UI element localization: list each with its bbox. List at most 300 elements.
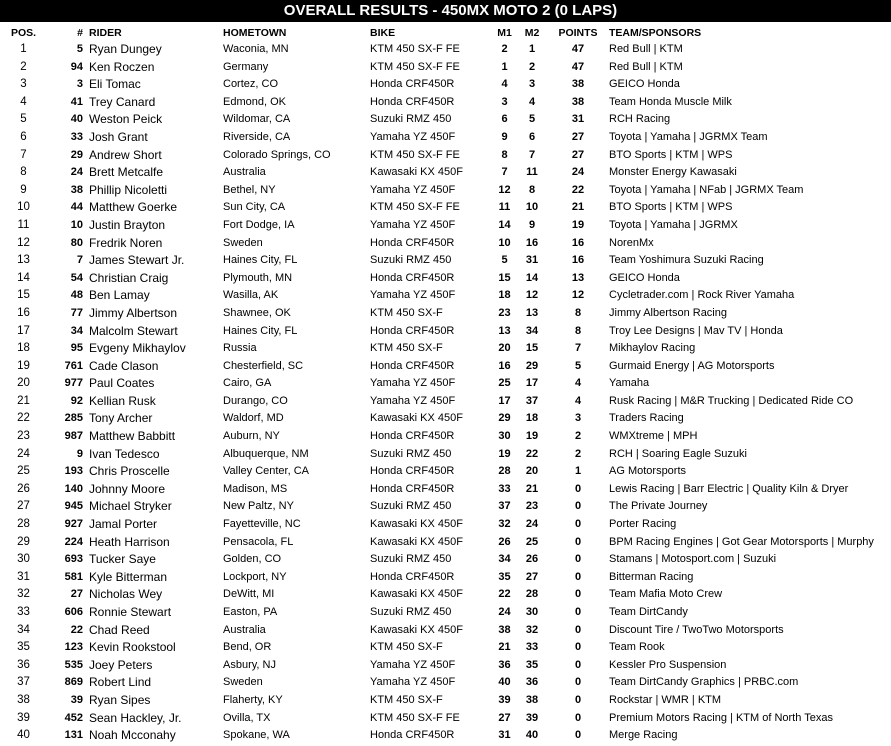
cell-m1: 25 (498, 377, 511, 390)
cell-points: 22 (571, 183, 585, 196)
cell-team: Team Honda Muscle Milk (609, 95, 732, 108)
cell-bike: Honda CRF450R (370, 482, 455, 495)
cell-points: 47 (571, 60, 585, 73)
col-header-team: TEAM/SPONSORS (609, 27, 702, 39)
cell-hometown: Durango, CO (223, 394, 288, 407)
cell-rider: Christian Craig (89, 270, 169, 285)
cell-number: 34 (70, 324, 83, 337)
table-row (0, 657, 891, 675)
cell-pos: 23 (17, 430, 30, 443)
cell-points: 0 (574, 588, 582, 601)
cell-m2: 11 (526, 166, 538, 179)
cell-team: Premium Motors Racing | KTM of North Texas (609, 711, 833, 724)
cell-bike: Kawasaki KX 450F (370, 518, 463, 531)
cell-pos: 24 (17, 447, 30, 460)
cell-rider: Josh Grant (89, 129, 148, 144)
cell-team: NorenMx (609, 236, 654, 249)
cell-team: The Private Journey (609, 500, 708, 513)
table-row (0, 639, 891, 657)
cell-team: AG Motorsports (609, 465, 687, 478)
cell-bike: Suzuki RMZ 450 (370, 606, 452, 618)
cell-rider: Malcolm Stewart (89, 323, 178, 338)
cell-number: 54 (70, 271, 83, 284)
cell-hometown: Waldorf, MD (223, 412, 284, 425)
cell-m2: 37 (525, 394, 539, 407)
cell-hometown: Auburn, NY (223, 430, 280, 443)
table-row (0, 604, 891, 622)
cell-m1: 17 (498, 394, 511, 407)
header-row (0, 25, 891, 41)
cell-number: 606 (64, 606, 83, 618)
cell-m2: 40 (525, 729, 539, 742)
table-row (0, 252, 891, 270)
cell-team: Team Mafia Moto Crew (609, 588, 723, 601)
cell-hometown: Asbury, NJ (223, 658, 276, 671)
cell-m2: 36 (525, 676, 539, 689)
cell-number: 123 (64, 641, 83, 654)
cell-m2: 12 (525, 289, 539, 302)
cell-number: 452 (64, 711, 83, 724)
cell-m1: 26 (498, 535, 511, 548)
table-row (0, 182, 891, 200)
cell-m1: 20 (498, 342, 511, 355)
cell-bike: KTM 450 SX-F FE (370, 148, 460, 161)
cell-m1: 7 (501, 166, 508, 179)
cell-rider: Cade Clason (89, 358, 159, 373)
cell-team: Porter Racing (609, 518, 677, 531)
cell-rider: Johnny Moore (89, 481, 166, 496)
cell-pos: 33 (17, 606, 30, 618)
cell-number: 92 (70, 394, 83, 407)
cell-number: 40 (70, 113, 83, 126)
cell-m2: 30 (525, 606, 539, 618)
cell-m2: 10 (525, 201, 539, 214)
cell-points: 38 (571, 78, 585, 91)
cell-bike: KTM 450 SX-F FE (370, 60, 460, 73)
cell-points: 0 (574, 693, 582, 706)
cell-pos: 34 (17, 623, 30, 636)
cell-rider: Tony Archer (89, 411, 153, 426)
cell-bike: Kawasaki KX 450F (370, 588, 463, 601)
cell-hometown: Fayetteville, NC (223, 518, 301, 531)
cell-team: Lewis Racing | Barr Electric | Quality Kiln & Dryer (609, 482, 849, 495)
cell-team: Traders Racing (609, 412, 684, 425)
cell-m2: 33 (525, 641, 539, 654)
cell-m2: 6 (528, 130, 536, 143)
cell-number: 945 (64, 500, 83, 513)
cell-number: 761 (64, 359, 83, 372)
cell-bike: KTM 450 SX-F FE (370, 711, 460, 724)
table-row (0, 481, 891, 499)
cell-points: 0 (574, 711, 582, 724)
cell-hometown: Sweden (223, 236, 263, 249)
cell-hometown: Cortez, CO (223, 78, 279, 91)
cell-m1: 34 (498, 553, 511, 566)
cell-points: 0 (574, 676, 582, 689)
cell-pos: 31 (17, 570, 30, 583)
cell-points: 38 (571, 95, 585, 108)
cell-number: 193 (64, 465, 83, 478)
cell-hometown: Fort Dodge, IA (223, 218, 295, 231)
cell-bike: Honda CRF450R (370, 465, 455, 478)
cell-rider: Michael Stryker (89, 499, 172, 514)
cell-bike: KTM 450 SX-F (370, 306, 443, 319)
cell-points: 0 (574, 570, 582, 583)
cell-hometown: Bethel, NY (223, 183, 276, 196)
cell-rider: Kyle Bitterman (89, 569, 168, 584)
cell-m2: 8 (528, 183, 536, 196)
cell-team: BTO Sports | KTM | WPS (609, 148, 733, 161)
cell-points: 0 (574, 729, 582, 742)
cell-pos: 22 (17, 412, 30, 425)
cell-number: 9 (76, 447, 83, 460)
cell-rider: Robert Lind (89, 675, 152, 690)
cell-bike: Yamaha YZ 450F (370, 130, 456, 143)
cell-m2: 26 (525, 553, 539, 566)
table-row (0, 305, 891, 323)
cell-bike: Honda CRF450R (370, 95, 455, 108)
cell-rider: Matthew Goerke (89, 200, 178, 215)
cell-rider: Brett Metcalfe (89, 165, 164, 180)
table-row (0, 727, 891, 745)
table-row (0, 516, 891, 534)
cell-m2: 19 (525, 430, 539, 443)
cell-team: Yamaha (609, 377, 650, 390)
cell-pos: 15 (17, 289, 30, 302)
cell-number: 27 (70, 588, 83, 601)
cell-hometown: Ovilla, TX (223, 711, 271, 724)
cell-team: Gurmaid Energy | AG Motorsports (609, 359, 775, 372)
cell-rider: Ryan Sipes (89, 692, 151, 707)
cell-m1: 8 (501, 148, 508, 161)
cell-m2: 39 (525, 711, 539, 724)
cell-points: 24 (571, 166, 585, 179)
cell-m1: 11 (498, 201, 511, 214)
table-row (0, 323, 891, 341)
cell-m1: 28 (498, 465, 511, 478)
cell-rider: James Stewart Jr. (89, 253, 185, 268)
cell-m2: 32 (525, 623, 539, 636)
cell-pos: 9 (20, 183, 27, 196)
cell-m2: 29 (525, 359, 539, 372)
cell-m2: 35 (525, 658, 539, 671)
cell-hometown: Germany (223, 60, 269, 73)
cell-hometown: Colorado Springs, CO (223, 148, 331, 161)
cell-hometown: Australia (223, 623, 266, 636)
cell-m1: 23 (498, 306, 511, 319)
cell-bike: KTM 450 SX-F FE (370, 43, 460, 55)
cell-m2: 18 (525, 412, 539, 425)
cell-number: 7 (76, 254, 83, 267)
cell-bike: Kawasaki KX 450F (370, 623, 463, 636)
cell-hometown: Easton, PA (223, 606, 278, 618)
table-row (0, 710, 891, 728)
cell-pos: 4 (20, 95, 27, 108)
cell-m2: 9 (528, 218, 536, 231)
cell-m2: 5 (528, 113, 536, 126)
col-header-number: # (77, 27, 83, 39)
cell-hometown: Edmond, OK (223, 95, 286, 108)
cell-m2: 31 (525, 254, 539, 267)
cell-points: 0 (574, 553, 582, 566)
cell-m1: 38 (498, 623, 511, 636)
cell-rider: Sean Hackley, Jr. (89, 710, 182, 725)
cell-m1: 31 (498, 729, 511, 742)
cell-bike: Suzuki RMZ 450 (370, 113, 452, 126)
cell-team: GEICO Honda (609, 271, 680, 284)
cell-hometown: Wildomar, CA (223, 113, 291, 126)
cell-bike: Yamaha YZ 450F (370, 377, 456, 390)
cell-pos: 13 (17, 254, 30, 267)
col-header-hometown: HOMETOWN (223, 27, 287, 39)
cell-hometown: Flaherty, KY (223, 693, 283, 706)
cell-team: Bitterman Racing (609, 570, 694, 583)
cell-rider: Tucker Saye (89, 552, 156, 567)
cell-points: 13 (571, 271, 585, 284)
cell-pos: 5 (20, 113, 27, 126)
table-row (0, 287, 891, 305)
cell-m2: 38 (525, 693, 539, 706)
cell-number: 3 (76, 78, 83, 91)
table-row (0, 446, 891, 464)
cell-m1: 5 (501, 254, 508, 267)
cell-m1: 22 (498, 588, 511, 601)
cell-number: 80 (70, 236, 83, 249)
results-title: OVERALL RESULTS - 450MX MOTO 2 (0 LAPS) (283, 2, 618, 19)
cell-bike: Yamaha YZ 450F (370, 183, 456, 196)
cell-pos: 19 (17, 359, 30, 372)
cell-pos: 11 (17, 218, 30, 231)
cell-hometown: Sweden (223, 676, 263, 689)
cell-hometown: DeWitt, MI (223, 588, 275, 601)
cell-m2: 1 (528, 43, 536, 55)
cell-rider: Kevin Rookstool (89, 640, 176, 655)
cell-hometown: Bend, OR (223, 641, 272, 654)
cell-pos: 29 (17, 535, 30, 548)
cell-rider: Evgeny Mikhaylov (89, 341, 186, 356)
cell-points: 8 (574, 306, 582, 319)
cell-bike: Kawasaki KX 450F (370, 166, 463, 179)
cell-team: Discount Tire / TwoTwo Motorsports (609, 623, 784, 636)
cell-pos: 2 (20, 60, 27, 73)
cell-team: GEICO Honda (609, 78, 680, 91)
cell-points: 0 (574, 641, 582, 654)
cell-m1: 16 (498, 359, 511, 372)
cell-pos: 38 (17, 693, 30, 706)
table-row (0, 111, 891, 129)
cell-number: 5 (76, 43, 83, 55)
cell-points: 1 (574, 465, 582, 478)
cell-pos: 3 (20, 78, 27, 91)
cell-bike: Yamaha YZ 450F (370, 394, 456, 407)
cell-m1: 12 (498, 183, 511, 196)
cell-number: 94 (70, 60, 83, 73)
cell-pos: 27 (17, 500, 30, 513)
cell-number: 33 (70, 130, 83, 143)
cell-m1: 18 (498, 289, 511, 302)
table-row (0, 358, 891, 376)
cell-m1: 21 (498, 641, 511, 654)
cell-rider: Justin Brayton (89, 217, 166, 232)
table-row (0, 674, 891, 692)
cell-m1: 24 (498, 606, 511, 618)
cell-bike: Honda CRF450R (370, 570, 455, 583)
cell-bike: Honda CRF450R (370, 324, 455, 337)
cell-number: 869 (64, 676, 83, 689)
cell-m1: 19 (498, 447, 511, 460)
table-row (0, 164, 891, 182)
cell-number: 22 (70, 623, 83, 636)
cell-team: Jimmy Albertson Racing (609, 306, 727, 319)
table-row (0, 41, 891, 59)
col-header-rider: RIDER (89, 27, 122, 39)
cell-pos: 32 (17, 588, 30, 601)
cell-team: Red Bull | KTM (609, 43, 683, 55)
table-row (0, 375, 891, 393)
cell-bike: Kawasaki KX 450F (370, 535, 463, 548)
cell-number: 29 (70, 148, 83, 161)
cell-points: 47 (571, 43, 585, 55)
cell-m2: 15 (525, 342, 539, 355)
table-row (0, 534, 891, 552)
cell-team: Monster Energy Kawasaki (609, 166, 737, 179)
cell-m1: 4 (501, 78, 508, 91)
cell-rider: Joey Peters (89, 657, 153, 672)
cell-m1: 37 (498, 500, 511, 513)
results-title-bar (0, 0, 891, 22)
cell-bike: Yamaha YZ 450F (370, 676, 456, 689)
cell-m1: 2 (501, 43, 508, 55)
cell-hometown: Russia (223, 342, 257, 355)
cell-m1: 32 (498, 518, 511, 531)
cell-number: 131 (64, 729, 83, 742)
cell-pos: 14 (17, 271, 30, 284)
cell-m1: 36 (498, 658, 511, 671)
table-row (0, 551, 891, 569)
cell-hometown: New Paltz, NY (223, 500, 294, 513)
cell-hometown: Albuquerque, NM (223, 447, 309, 460)
cell-team: Troy Lee Designs | Mav TV | Honda (609, 324, 783, 337)
cell-rider: Matthew Babbitt (89, 429, 176, 444)
cell-number: 285 (64, 412, 83, 425)
cell-pos: 8 (20, 166, 27, 179)
cell-hometown: Pensacola, FL (223, 535, 294, 548)
cell-number: 77 (70, 306, 83, 319)
cell-m2: 34 (525, 324, 539, 337)
table-row (0, 463, 891, 481)
cell-points: 16 (571, 254, 585, 267)
cell-hometown: Sun City, CA (223, 201, 286, 214)
cell-team: Cycletrader.com | Rock River Yamaha (609, 289, 795, 302)
cell-bike: Honda CRF450R (370, 236, 455, 249)
cell-rider: Weston Peick (89, 112, 163, 127)
cell-pos: 16 (17, 306, 30, 319)
cell-number: 38 (70, 183, 83, 196)
cell-team: Rockstar | WMR | KTM (609, 693, 722, 706)
results-table (0, 25, 891, 745)
cell-rider: Ken Roczen (89, 59, 155, 74)
cell-number: 44 (70, 201, 83, 214)
cell-rider: Andrew Short (89, 147, 162, 162)
cell-points: 19 (571, 218, 585, 231)
col-header-bike: BIKE (370, 27, 396, 39)
cell-hometown: Haines City, FL (223, 324, 298, 337)
cell-rider: Kellian Rusk (89, 393, 156, 408)
cell-number: 977 (64, 377, 83, 390)
table-row (0, 340, 891, 358)
cell-pos: 21 (17, 394, 30, 407)
cell-rider: Trey Canard (89, 94, 156, 109)
cell-points: 2 (574, 430, 582, 443)
cell-points: 5 (574, 359, 582, 372)
table-row (0, 498, 891, 516)
cell-rider: Jimmy Albertson (89, 305, 178, 320)
cell-bike: Yamaha YZ 450F (370, 289, 456, 302)
cell-bike: KTM 450 SX-F FE (370, 201, 460, 214)
cell-m2: 13 (525, 306, 539, 319)
cell-pos: 7 (20, 148, 27, 161)
cell-pos: 18 (17, 342, 30, 355)
cell-m2: 17 (525, 377, 539, 390)
cell-number: 39 (70, 693, 83, 706)
cell-points: 0 (574, 623, 582, 636)
cell-rider: Chad Reed (89, 622, 150, 637)
cell-m2: 27 (525, 570, 539, 583)
cell-number: 48 (70, 289, 83, 302)
cell-points: 4 (574, 394, 582, 407)
cell-team: Kessler Pro Suspension (609, 658, 727, 671)
cell-team: Red Bull | KTM (609, 60, 683, 73)
cell-number: 927 (64, 518, 83, 531)
cell-rider: Phillip Nicoletti (89, 182, 168, 197)
cell-m1: 6 (501, 113, 508, 126)
cell-points: 21 (571, 201, 585, 214)
cell-number: 535 (64, 658, 83, 671)
cell-points: 0 (574, 500, 582, 513)
cell-rider: Ryan Dungey (89, 42, 162, 56)
cell-hometown: Cairo, GA (223, 377, 272, 390)
cell-m2: 2 (528, 60, 536, 73)
cell-points: 27 (571, 148, 585, 161)
cell-number: 224 (64, 535, 83, 548)
cell-team: Team DirtCandy (609, 606, 688, 618)
cell-m2: 21 (525, 482, 539, 495)
cell-rider: Chris Proscelle (89, 464, 170, 479)
cell-points: 27 (571, 130, 585, 143)
cell-points: 0 (574, 535, 582, 548)
cell-points: 0 (574, 482, 582, 495)
cell-rider: Nicholas Wey (89, 587, 163, 602)
cell-points: 3 (574, 412, 582, 425)
cell-pos: 12 (17, 236, 30, 249)
cell-m2: 3 (528, 78, 536, 91)
cell-m2: 7 (528, 148, 536, 161)
cell-hometown: Lockport, NY (223, 570, 287, 583)
cell-team: RCH | Soaring Eagle Suzuki (609, 447, 747, 460)
table-row (0, 393, 891, 411)
cell-rider: Fredrik Noren (89, 235, 163, 250)
cell-m1: 15 (498, 271, 511, 284)
table-row (0, 270, 891, 288)
cell-bike: Honda CRF450R (370, 271, 455, 284)
cell-rider: Ben Lamay (89, 288, 150, 303)
cell-pos: 1 (20, 43, 27, 55)
cell-rider: Heath Harrison (89, 534, 170, 549)
cell-rider: Ronnie Stewart (89, 605, 172, 619)
cell-m1: 33 (498, 482, 511, 495)
cell-hometown: Riverside, CA (223, 130, 291, 143)
cell-bike: Yamaha YZ 450F (370, 218, 456, 231)
